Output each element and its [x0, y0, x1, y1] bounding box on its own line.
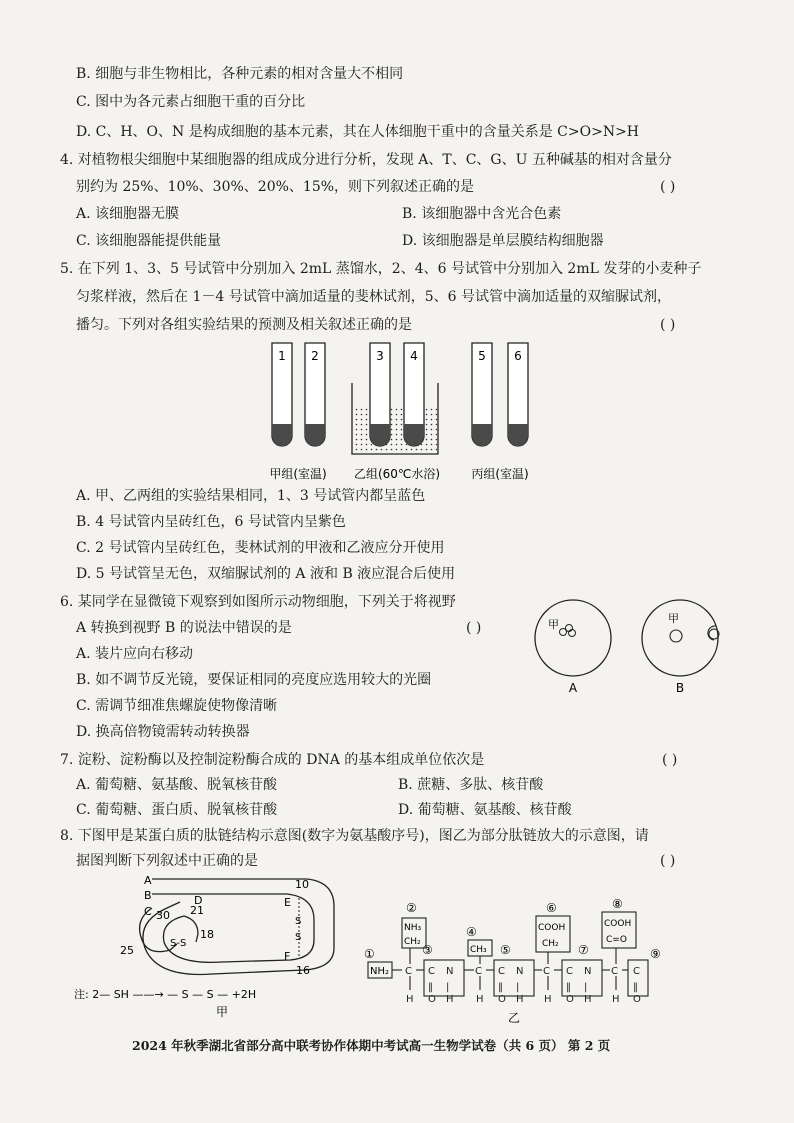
- chain-label-a: A: [144, 874, 152, 887]
- view-a-label: A: [568, 681, 578, 695]
- svg-text:H: H: [584, 994, 592, 1005]
- disulfide-bond-label: S-S: [170, 938, 187, 949]
- svg-text:O: O: [428, 994, 436, 1005]
- q6-answer-paren[interactable]: ( ): [466, 620, 482, 636]
- peptide-enlarged-figure-yi: [366, 898, 706, 1028]
- chain-label-e: E: [284, 896, 291, 909]
- q8-stem-line2: 据图判断下列叙述中正确的是: [76, 853, 258, 869]
- q5-option-c: C. 2 号试管内呈砖红色，斐林试剂的甲液和乙液应分开使用: [76, 540, 445, 556]
- chain-label-18: 18: [200, 928, 214, 941]
- q7-stem: 7. 淀粉、淀粉酶以及控制淀粉酶合成的 DNA 的基本组成单位依次是: [60, 752, 485, 768]
- q7-option-d: D. 葡萄糖、氨基酸、核苷酸: [398, 802, 572, 818]
- side-chain-ch2-1: CH₂: [404, 937, 421, 947]
- circled-2: ②: [406, 901, 417, 915]
- q5-stem-line1: 5. 在下列 1、3、5 号试管中分别加入 2mL 蒸馏水，2、4、6 号试管中分别加入 2mL 发芽的小麦种子: [60, 261, 702, 277]
- chain-label-c: C: [144, 905, 152, 918]
- page-footer: 2024 年秋季湖北省部分高中联考协作体期中考试高一生物学试卷（共 6 页） 第 2 页: [132, 1038, 611, 1053]
- side-chain-ch2-2: CH₂: [542, 939, 559, 949]
- q8-stem-line1: 8. 下图甲是某蛋白质的肽链结构示意图(数字为氨基酸序号)，图乙为部分肽链放大的示意图，请: [60, 828, 649, 844]
- svg-text:N: N: [446, 966, 454, 977]
- q7-option-b: B. 蔗糖、多肽、核苷酸: [398, 777, 544, 793]
- q3-option-b: B. 细胞与非生物相比，各种元素的相对含量大不相同: [76, 66, 404, 82]
- q5-stem-line3: 播匀。下列对各组实验结果的预测及相关叙述正确的是: [76, 317, 412, 333]
- q4-option-c: C. 该细胞器能提供能量: [76, 233, 222, 249]
- svg-text:H: H: [406, 994, 414, 1005]
- microscope-views: [528, 596, 728, 696]
- q5-stem-line2: 匀浆样液，然后在 1－4 号试管中滴加适量的斐林试剂，5、6 号试管中滴加适量的双缩脲试剂，: [76, 289, 671, 305]
- tube-label-1: 1: [278, 349, 286, 363]
- chain-label-f: F: [284, 950, 291, 963]
- circled-6: ⑥: [546, 901, 557, 915]
- svg-text:‖: ‖: [498, 982, 503, 993]
- amino-group: NH₂: [370, 966, 390, 977]
- side-chain-ch3: CH₃: [470, 945, 487, 955]
- circled-3: ③: [422, 943, 433, 957]
- side-chain-c-o: C=O: [606, 935, 627, 945]
- svg-text:N: N: [516, 966, 524, 977]
- q5-option-b: B. 4 号试管内呈砖红色，6 号试管内呈紫色: [76, 514, 346, 530]
- q8-answer-paren[interactable]: ( ): [660, 853, 676, 869]
- q7-option-c: C. 葡萄糖、蛋白质、脱氧核苷酸: [76, 802, 278, 818]
- circled-5: ⑤: [500, 943, 511, 957]
- q4-answer-paren[interactable]: ( ): [660, 179, 676, 195]
- sulfur-label-1: S: [295, 916, 302, 927]
- svg-text:H: H: [612, 994, 620, 1005]
- q5-option-a: A. 甲、乙两组的实验结果相同，1、3 号试管内都呈蓝色: [76, 488, 426, 504]
- svg-text:|: |: [446, 982, 450, 993]
- tube-label-5: 5: [478, 349, 486, 363]
- tube-label-6: 6: [514, 349, 522, 363]
- q5-option-d: D. 5 号试管呈无色，双缩脲试剂的 A 液和 B 液应混合后使用: [76, 566, 456, 582]
- peptide-chain-figure-jia: [72, 870, 372, 1020]
- svg-text:C: C: [633, 966, 640, 977]
- svg-text:N: N: [584, 966, 592, 977]
- cell-label-a: 甲: [548, 618, 559, 631]
- q6-stem-line2: A 转换到视野 B 的说法中错误的是: [76, 620, 292, 636]
- side-chain-cooh-2: COOH: [604, 919, 632, 929]
- chain-label-b: B: [144, 889, 152, 902]
- svg-text:H: H: [516, 994, 524, 1005]
- chain-label-10: 10: [295, 878, 309, 891]
- q6-option-d: D. 换高倍物镜需转动转换器: [76, 724, 250, 740]
- side-chain-cooh-1: COOH: [538, 923, 566, 933]
- svg-text:H: H: [476, 994, 484, 1005]
- tube-label-2: 2: [311, 349, 319, 363]
- q4-stem-line2: 别约为 25%、10%、30%、20%、15%，则下列叙述正确的是: [76, 179, 475, 195]
- q7-answer-paren[interactable]: ( ): [662, 752, 678, 768]
- q3-option-c: C. 图中为各元素占细胞干重的百分比: [76, 94, 306, 110]
- q4-option-d: D. 该细胞器是单层膜结构细胞器: [402, 233, 604, 249]
- view-a: [535, 600, 611, 695]
- chain-label-16: 16: [296, 964, 310, 977]
- circled-4: ④: [466, 925, 477, 939]
- sulfur-label-2: S: [295, 932, 302, 943]
- figure-jia-caption: 甲: [215, 1005, 229, 1019]
- chain-label-25: 25: [120, 944, 134, 957]
- cell-label-b: 甲: [668, 612, 679, 625]
- q4-option-b: B. 该细胞器中含光合色素: [402, 206, 562, 222]
- tube-label-3: 3: [376, 349, 384, 363]
- view-b: [642, 600, 719, 695]
- group-label-bing: 丙组(室温): [471, 467, 529, 481]
- svg-text:C: C: [475, 966, 482, 977]
- svg-text:H: H: [446, 994, 454, 1005]
- q3-option-d: D. C、H、O、N 是构成细胞的基本元素，其在人体细胞干重中的含量关系是 C>O>N>H: [76, 124, 640, 140]
- view-b-label: B: [675, 681, 685, 695]
- group-label-jia: 甲组(室温): [269, 467, 327, 481]
- svg-text:C: C: [611, 966, 618, 977]
- circled-1: ①: [364, 947, 375, 961]
- figure-yi-caption: 乙: [507, 1011, 521, 1025]
- svg-text:H: H: [544, 994, 552, 1005]
- group-label-yi: 乙组(60℃水浴): [353, 467, 441, 481]
- svg-text:‖: ‖: [566, 982, 571, 993]
- svg-text:O: O: [566, 994, 574, 1005]
- circled-7: ⑦: [578, 943, 589, 957]
- q4-stem-line1: 4. 对植物根尖细胞中某细胞器的组成成分进行分析，发现 A、T、C、G、U 五种碱基的相对含量分: [60, 152, 672, 168]
- q6-option-b: B. 如不调节反光镜，要保证相同的亮度应选用较大的光圈: [76, 672, 432, 688]
- svg-text:|: |: [584, 982, 588, 993]
- circled-8: ⑧: [612, 897, 623, 911]
- chain-label-21: 21: [190, 904, 204, 917]
- svg-text:C: C: [428, 966, 435, 977]
- test-tube-figure: [260, 338, 550, 488]
- chain-label-d: D: [194, 894, 203, 907]
- svg-text:C: C: [543, 966, 550, 977]
- svg-text:C: C: [498, 966, 505, 977]
- side-chain-nh3: NH₃: [404, 923, 422, 933]
- bond-formation-note: 注: 2— SH ——→ — S — S — +2H: [74, 988, 257, 1001]
- q6-option-a: A. 装片应向右移动: [76, 646, 194, 662]
- svg-text:C: C: [405, 966, 412, 977]
- tube-label-4: 4: [410, 349, 418, 363]
- q4-option-a: A. 该细胞器无膜: [76, 206, 180, 222]
- q6-stem-line1: 6. 某同学在显微镜下观察到如图所示动物细胞，下列关于将视野: [60, 594, 456, 610]
- q5-answer-paren[interactable]: ( ): [660, 317, 676, 333]
- water-bath: [352, 383, 438, 454]
- q7-option-a: A. 葡萄糖、氨基酸、脱氧核苷酸: [76, 777, 278, 793]
- svg-text:O: O: [498, 994, 506, 1005]
- chain-label-30: 30: [156, 909, 170, 922]
- svg-text:O: O: [633, 994, 641, 1005]
- svg-text:‖: ‖: [633, 982, 638, 993]
- circled-9: ⑨: [650, 947, 661, 961]
- svg-text:C: C: [566, 966, 573, 977]
- svg-text:‖: ‖: [428, 982, 433, 993]
- svg-text:|: |: [516, 982, 520, 993]
- q6-option-c: C. 需调节细准焦螺旋使物像清晰: [76, 698, 278, 714]
